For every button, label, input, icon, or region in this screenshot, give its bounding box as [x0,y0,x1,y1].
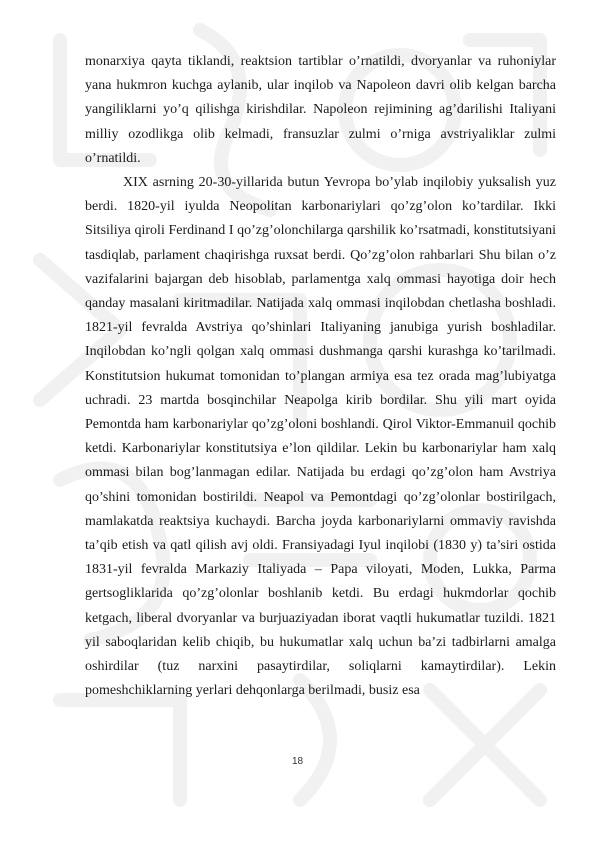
paragraph-continuation: monarxiya qayta tiklandi, reaktsion tartiblar o’rnatildi, dvoryanlar va ruhoniylar yana hukmron kuchga aylanib, ular inqilob va Napoleon davri olib kelgan barcha yangiliklarni yo’q qilishga kirishdilar. Napoleon rejimining ag’darilishi Italiyani milliy ozodlikga olib kelmadi, fransuzlar zulmi o’rniga avstriyaliklar zulmi o’rnatildi. [85,54,556,166]
paragraph-main: XIX asrning 20-30-yillarida butun Yevropa bo’ylab inqilobiy yuksalish yuz berdi. 1820-yil iyulda Neopolitan karbonariylari qo’zg’olon ko’tardilar. Ikki Sitsiliya qiroli Ferdinand I qo’zg’olonchilarga qarshilik ko’rsatmadi, konstitutsiyani tasdiqlab, parlament chaqirishga ruxsat berdi. Qo’zg’olon rahbarlari Shu bilan o’z vazifalarini bajargan deb hisoblab, parlamentga xalq ommasi hayotiga doir hech qanday masalani kiritmadilar. Natijada xalq ommasi inqilobdan chetlasha boshladi. 1821-yil fevralda Avstriya qo’shinlari Italiyaning janubiga yurish boshladilar. Inqilobdan ko’ngli qolgan xalq ommasi dushmanga qarshi kurashga ko’tarilmadi. Konstitutsion hukumat tomonidan to’plangan armiya esa tez orada mag’lubiyatga uchradi. 23 martda bosqinchilar Neapolga kirib bordilar. Shu yili mart oyida Pemontda ham karbonariylar qo’zg’oloni boshlandi. Qirol Viktor-Emmanuil qochib ketdi. Karbonariylar konstitutsiya e’lon qildilar. Lekin bu karbonariylar ham xalq ommasi bilan bog’lanmagan edilar. Natijada bu erdagi qo’zg’olon ham Avstriya qo’shini tomonidan bostirildi. Neapol va Pemontdagi qo’zg’olonlar bostirilgach, mamlakatda reaktsiya kuchaydi. Barcha joyda karbonariylarni ommaviy ravishda ta’qib etish va qatl qilish avj oldi. Fransiyadagi Iyul inqilobi (1830 y) ta’siri ostida 1831-yil fevralda Markaziy Italiyada – Papa viloyati, Moden, Lukka, Parma gertsogliklarida qo’zg’olonlar boshlanib ketdi. Bu erdagi hukmdorlar qochib ketgach, liberal dvoryanlar va burjuaziyadan iborat vaqtli hukumatlar tuzildi. 1821 yil saboqlaridan kelib chiqib, bu hukumatlar xalq uchun ba’zi tadbirlarni amalga oshirdilar (tuz narxini pasaytirdilar, soliqlarni kamaytirdilar). Lekin pomeshchiklarning yerlari dehqonlarga berilmadi, busiz esa [85,175,556,699]
document-body [85,50,556,703]
page-number: 18 [291,756,304,767]
